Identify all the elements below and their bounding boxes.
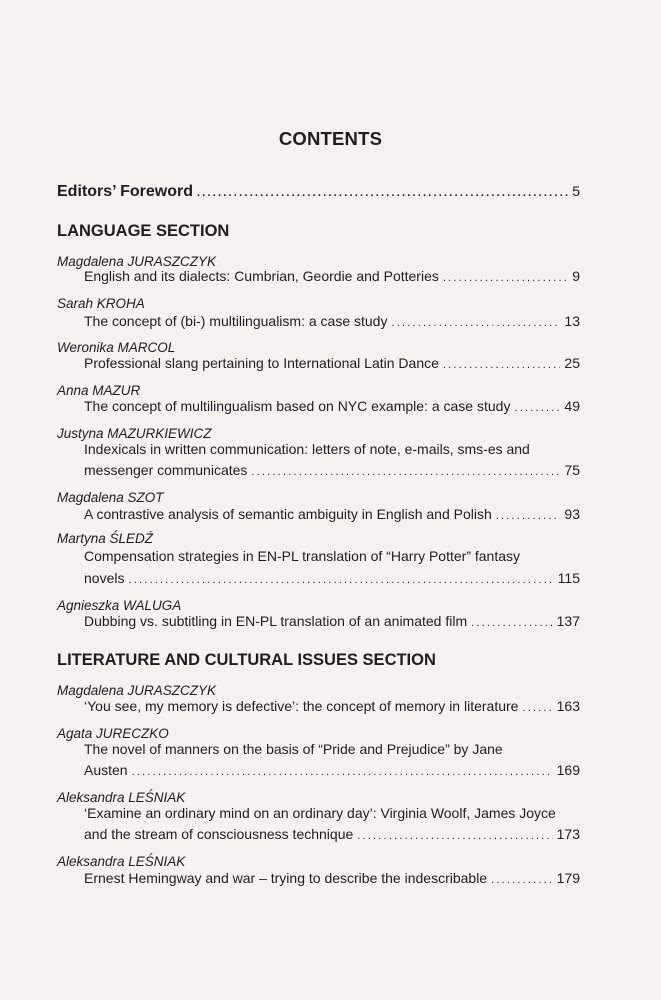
toc-entry xyxy=(84,870,580,890)
entry-author: Aleksandra LEŚNIAK xyxy=(57,790,186,805)
entry-title-line: ‘Examine an ordinary mind on an ordinary day’: Virginia Woolf, James Joyce xyxy=(84,805,556,821)
entry-author: Aleksandra LEŚNIAK xyxy=(57,854,186,869)
entry-title: Ernest Hemingway and war – trying to describe the indescribable xyxy=(84,870,488,886)
entry-author: Weronika MARCOL xyxy=(57,340,176,355)
page-number: 49 xyxy=(564,398,580,414)
entry-title: Editors’ Foreword xyxy=(57,183,194,200)
entry-author: Agnieszka WALUGA xyxy=(57,598,182,613)
section-heading-literature: LITERATURE AND CULTURAL ISSUES SECTION xyxy=(57,651,436,669)
toc-entry xyxy=(84,698,580,718)
entry-title: Dubbing vs. subtitling in EN-PL translation of an animated film xyxy=(84,613,468,629)
leader-dots xyxy=(471,617,553,629)
entry-title: The concept of multilingualism based on NYC example: a case study xyxy=(84,398,511,414)
page-number: 9 xyxy=(572,268,580,284)
entry-author: Anna MAZUR xyxy=(57,383,141,398)
toc-entry xyxy=(84,462,580,482)
leader-dots xyxy=(514,402,560,414)
leader-dots xyxy=(132,766,553,778)
toc-entry xyxy=(84,268,580,288)
entry-title: Austen xyxy=(84,762,128,778)
toc-entry xyxy=(84,313,580,333)
leader-dots xyxy=(357,830,552,842)
page-number: 169 xyxy=(556,762,580,778)
entry-title: ‘You see, my memory is defective’: the concept of memory in literature xyxy=(84,698,519,714)
leader-dots xyxy=(522,702,552,714)
leader-dots xyxy=(491,874,553,886)
page-number: 13 xyxy=(564,313,580,329)
entry-author: Martyna ŚLEDŹ xyxy=(57,531,154,546)
entry-author: Sarah KROHA xyxy=(57,296,145,311)
entry-title: messenger communicates xyxy=(84,462,248,478)
entry-title: novels xyxy=(84,570,125,586)
toc-entry-foreword xyxy=(57,183,580,203)
page-number: 5 xyxy=(572,183,580,199)
page-number: 115 xyxy=(557,570,580,586)
toc-entry xyxy=(84,355,580,375)
entry-author: Justyna MAZURKIEWICZ xyxy=(57,426,212,441)
page-number: 137 xyxy=(556,613,580,629)
toc-entry xyxy=(84,826,580,846)
toc-entry xyxy=(84,506,580,526)
toc-entry xyxy=(84,570,580,590)
page-number: 173 xyxy=(556,826,580,842)
leader-dots xyxy=(251,466,560,478)
page-title: CONTENTS xyxy=(278,128,383,149)
leader-dots xyxy=(496,510,561,522)
entry-author: Magdalena SZOT xyxy=(57,490,164,505)
entry-title: and the stream of consciousness technique xyxy=(84,826,354,842)
page-number: 163 xyxy=(556,698,580,714)
entry-title: The concept of (bi-) multilingualism: a case study xyxy=(84,313,388,329)
page-number: 25 xyxy=(564,355,580,371)
leader-dots xyxy=(443,272,568,284)
entry-author: Magdalena JURASZCZYK xyxy=(57,683,217,698)
entry-title-line: Compensation strategies in EN-PL translation of “Harry Potter” fantasy xyxy=(84,548,521,564)
entry-title: English and its dialects: Cumbrian, Geordie and Potteries xyxy=(84,268,439,284)
leader-dots xyxy=(128,574,553,586)
section-heading-language: LANGUAGE SECTION xyxy=(57,222,230,240)
entry-title: A contrastive analysis of semantic ambiguity in English and Polish xyxy=(84,506,492,522)
entry-title-line: The novel of manners on the basis of “Pride and Prejudice” by Jane xyxy=(84,741,503,757)
leader-dots xyxy=(391,317,560,329)
leader-dots xyxy=(443,359,561,371)
leader-dots xyxy=(197,187,568,199)
page-number: 75 xyxy=(564,462,580,478)
page-number: 179 xyxy=(556,870,580,886)
entry-title-line: Indexicals in written communication: letters of note, e-mails, sms-es and xyxy=(84,441,530,457)
toc-entry xyxy=(84,762,580,782)
entry-author: Magdalena JURASZCZYK xyxy=(57,254,217,269)
toc-entry xyxy=(84,398,580,418)
entry-title: Professional slang pertaining to International Latin Dance xyxy=(84,355,439,371)
page-number: 93 xyxy=(564,506,580,522)
entry-author: Agata JURECZKO xyxy=(57,726,169,741)
toc-entry xyxy=(84,613,580,633)
